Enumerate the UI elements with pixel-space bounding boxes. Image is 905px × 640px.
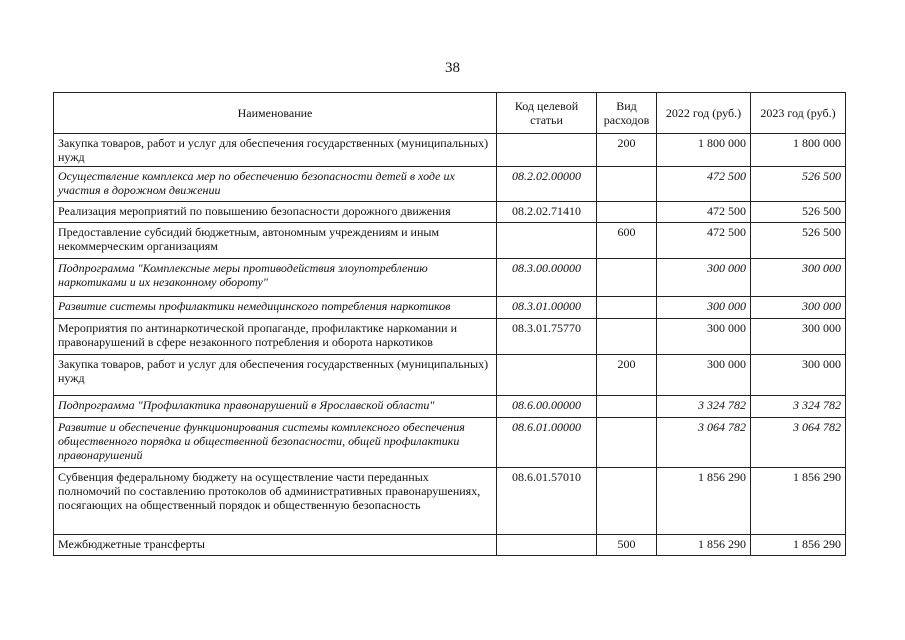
table-row (54, 259, 846, 297)
row-2022: 1 800 000 (657, 134, 751, 167)
row-2022: 1 856 290 (657, 468, 751, 535)
row-code: 08.6.00.00000 (497, 396, 597, 418)
table-row (54, 134, 846, 167)
table-row (54, 223, 846, 259)
row-code: 08.3.01.00000 (497, 297, 597, 319)
row-2022: 472 500 (657, 167, 751, 202)
row-code (497, 223, 597, 259)
row-code: 08.6.01.57010 (497, 468, 597, 535)
row-type (597, 297, 657, 319)
table-row (54, 297, 846, 319)
row-2022: 3 064 782 (657, 418, 751, 468)
row-name: Подпрограмма "Профилактика правонарушений в Ярославской области" (54, 396, 497, 418)
row-2022: 472 500 (657, 202, 751, 223)
row-type: 500 (597, 535, 657, 556)
table-row (54, 355, 846, 396)
row-type (597, 418, 657, 468)
table-row (54, 167, 846, 202)
row-2023: 3 064 782 (751, 418, 846, 468)
row-name: Субвенция федеральному бюджету на осуществление части переданных полномочий по составлению протоколов об административных правонарушениях, посягающих на общественный порядок и общественную безопасность (54, 468, 497, 535)
row-type (597, 259, 657, 297)
row-name: Предоставление субсидий бюджетным, автономным учреждениям и иным некоммерческим организациям (54, 223, 497, 259)
row-type: 600 (597, 223, 657, 259)
row-2023: 526 500 (751, 223, 846, 259)
row-name: Реализация мероприятий по повышению безопасности дорожного движения (54, 202, 497, 223)
table-header-row (54, 93, 846, 134)
row-type (597, 202, 657, 223)
row-name: Закупка товаров, работ и услуг для обеспечения государственных (муниципальных) нужд (54, 355, 497, 396)
table-row (54, 468, 846, 535)
row-2023: 1 800 000 (751, 134, 846, 167)
row-2023: 526 500 (751, 167, 846, 202)
row-code (497, 134, 597, 167)
row-name: Развитие системы профилактики немедицинского потребления наркотиков (54, 297, 497, 319)
header-2023: 2023 год (руб.) (751, 93, 846, 134)
row-2023: 1 856 290 (751, 468, 846, 535)
page-number: 38 (445, 60, 460, 76)
row-name: Закупка товаров, работ и услуг для обеспечения государственных (муниципальных) нужд (54, 134, 497, 167)
row-2022: 300 000 (657, 259, 751, 297)
budget-table (53, 92, 846, 556)
row-type (597, 319, 657, 355)
table-row (54, 418, 846, 468)
row-2023: 526 500 (751, 202, 846, 223)
row-2022: 3 324 782 (657, 396, 751, 418)
row-code (497, 535, 597, 556)
row-code: 08.3.01.75770 (497, 319, 597, 355)
row-name: Развитие и обеспечение функционирования системы комплексного обеспечения общественного порядка и общественной безопасности, общей профилактики правонарушений (54, 418, 497, 468)
row-2022: 1 856 290 (657, 535, 751, 556)
row-type (597, 468, 657, 535)
row-code (497, 355, 597, 396)
table-row (54, 396, 846, 418)
header-type: Вид расходов (597, 93, 657, 134)
row-type (597, 167, 657, 202)
row-type: 200 (597, 134, 657, 167)
row-name: Мероприятия по антинаркотической пропаганде, профилактике наркомании и правонарушений в сфере незаконного потребления и оборота наркотиков (54, 319, 497, 355)
row-name: Межбюджетные трансферты (54, 535, 497, 556)
table-row (54, 202, 846, 223)
row-2022: 300 000 (657, 297, 751, 319)
row-2023: 300 000 (751, 355, 846, 396)
row-2023: 1 856 290 (751, 535, 846, 556)
row-2023: 3 324 782 (751, 396, 846, 418)
row-2022: 472 500 (657, 223, 751, 259)
row-code: 08.3.00.00000 (497, 259, 597, 297)
row-code: 08.2.02.71410 (497, 202, 597, 223)
header-2022: 2022 год (руб.) (657, 93, 751, 134)
row-2023: 300 000 (751, 319, 846, 355)
row-2022: 300 000 (657, 319, 751, 355)
table-row (54, 535, 846, 556)
header-code: Код целевой статьи (497, 93, 597, 134)
row-name: Подпрограмма "Комплексные меры противодействия злоупотреблению наркотиками и их незаконному обороту" (54, 259, 497, 297)
table-row (54, 319, 846, 355)
row-code: 08.2.02.00000 (497, 167, 597, 202)
row-name: Осуществление комплекса мер по обеспечению безопасности детей в ходе их участия в дорожном движении (54, 167, 497, 202)
header-name: Наименование (54, 93, 497, 134)
row-type (597, 396, 657, 418)
row-code: 08.6.01.00000 (497, 418, 597, 468)
row-2023: 300 000 (751, 297, 846, 319)
row-2023: 300 000 (751, 259, 846, 297)
row-2022: 300 000 (657, 355, 751, 396)
row-type: 200 (597, 355, 657, 396)
